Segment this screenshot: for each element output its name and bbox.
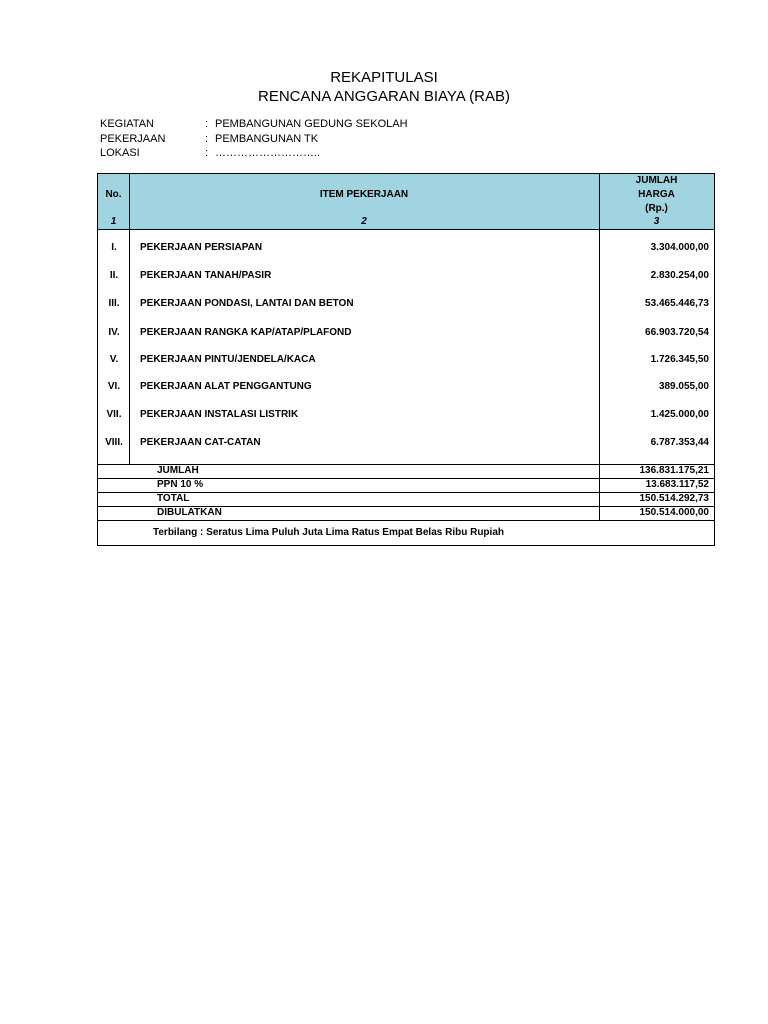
summary-amount: 13.683.117,52 (645, 479, 709, 490)
summary-label: PPN 10 % (157, 479, 204, 490)
row-amount: 1.425.000,00 (650, 409, 709, 420)
row-no: V. (109, 354, 119, 365)
header-amount-line1: JUMLAH (635, 175, 678, 186)
row-name: PEKERJAAN PERSIAPAN (140, 242, 263, 253)
row-no: VII. (106, 409, 122, 420)
header-item: ITEM PEKERJAAN (319, 189, 409, 200)
row-name: PEKERJAAN PINTU/JENDELA/KACA (140, 354, 316, 365)
summary-amount: 136.831.175,21 (639, 465, 709, 476)
rab-table (97, 173, 715, 546)
info-label: KEGIATAN (100, 118, 154, 130)
summary-row-total (98, 492, 714, 506)
summary-row-jumlah (98, 464, 714, 478)
row-no: VI. (107, 381, 121, 392)
info-label: PEKERJAAN (100, 133, 166, 145)
info-value: PEMBANGUNAN TK (215, 133, 319, 145)
row-amount: 2.830.254,00 (650, 270, 709, 281)
row-no: I. (111, 242, 117, 253)
row-amount: 6.787.353,44 (650, 437, 709, 448)
info-value: PEMBANGUNAN GEDUNG SEKOLAH (215, 118, 408, 130)
row-name: PEKERJAAN RANGKA KAP/ATAP/PLAFOND (140, 327, 352, 338)
col-number-2: 2 (361, 216, 367, 227)
table-row (98, 242, 714, 258)
doc-title-line2: RENCANA ANGGARAN BIAYA (RAB) (257, 88, 510, 105)
row-amount: 53.465.446,73 (645, 298, 709, 309)
info-colon: : (205, 133, 209, 145)
col-number-1: 1 (110, 216, 117, 227)
summary-row-dibulatkan (98, 506, 714, 521)
summary-amount: 150.514.292,73 (639, 493, 709, 504)
header-amount-line3: (Rp.) (645, 203, 668, 214)
table-row (98, 381, 714, 397)
row-name: PEKERJAAN PONDASI, LANTAI DAN BETON (140, 298, 354, 309)
row-no: IV. (108, 327, 120, 338)
row-amount: 389.055,00 (658, 381, 709, 392)
row-name: PEKERJAAN INSTALASI LISTRIK (140, 409, 299, 420)
table-row (98, 298, 714, 314)
col-number-3: 3 (653, 216, 660, 227)
row-name: PEKERJAAN CAT-CATAN (140, 437, 261, 448)
row-name: PEKERJAAN TANAH/PASIR (140, 270, 272, 281)
table-row (98, 437, 714, 453)
info-colon: : (205, 118, 209, 130)
info-value: ……………………….. (215, 147, 321, 159)
table-row (98, 327, 714, 343)
summary-label: TOTAL (157, 493, 190, 504)
info-label: LOKASI (100, 147, 140, 159)
column-number-row (98, 216, 714, 230)
summary-row-ppn (98, 478, 714, 492)
table-header (98, 174, 714, 217)
header-amount-line2: HARGA (638, 189, 675, 200)
row-no: VIII. (105, 437, 123, 448)
summary-label: JUMLAH (157, 465, 199, 476)
row-no: II. (109, 270, 119, 281)
summary-label: DIBULATKAN (157, 507, 222, 518)
row-amount: 1.726.345,50 (650, 354, 709, 365)
row-amount: 66.903.720,54 (645, 327, 709, 338)
table-row (98, 409, 714, 425)
terbilang-text: Terbilang : Seratus Lima Puluh Juta Lima Ratus Empat Belas Ribu Rupiah (153, 527, 504, 538)
summary-amount: 150.514.000,00 (639, 507, 709, 518)
row-no: III. (108, 298, 120, 309)
table-row (98, 270, 714, 286)
info-colon: : (205, 147, 209, 159)
doc-title-line1: REKAPITULASI (330, 69, 438, 86)
row-name: PEKERJAAN ALAT PENGGANTUNG (140, 381, 312, 392)
table-row (98, 354, 714, 370)
row-amount: 3.304.000,00 (650, 242, 709, 253)
header-no: No. (105, 189, 122, 200)
